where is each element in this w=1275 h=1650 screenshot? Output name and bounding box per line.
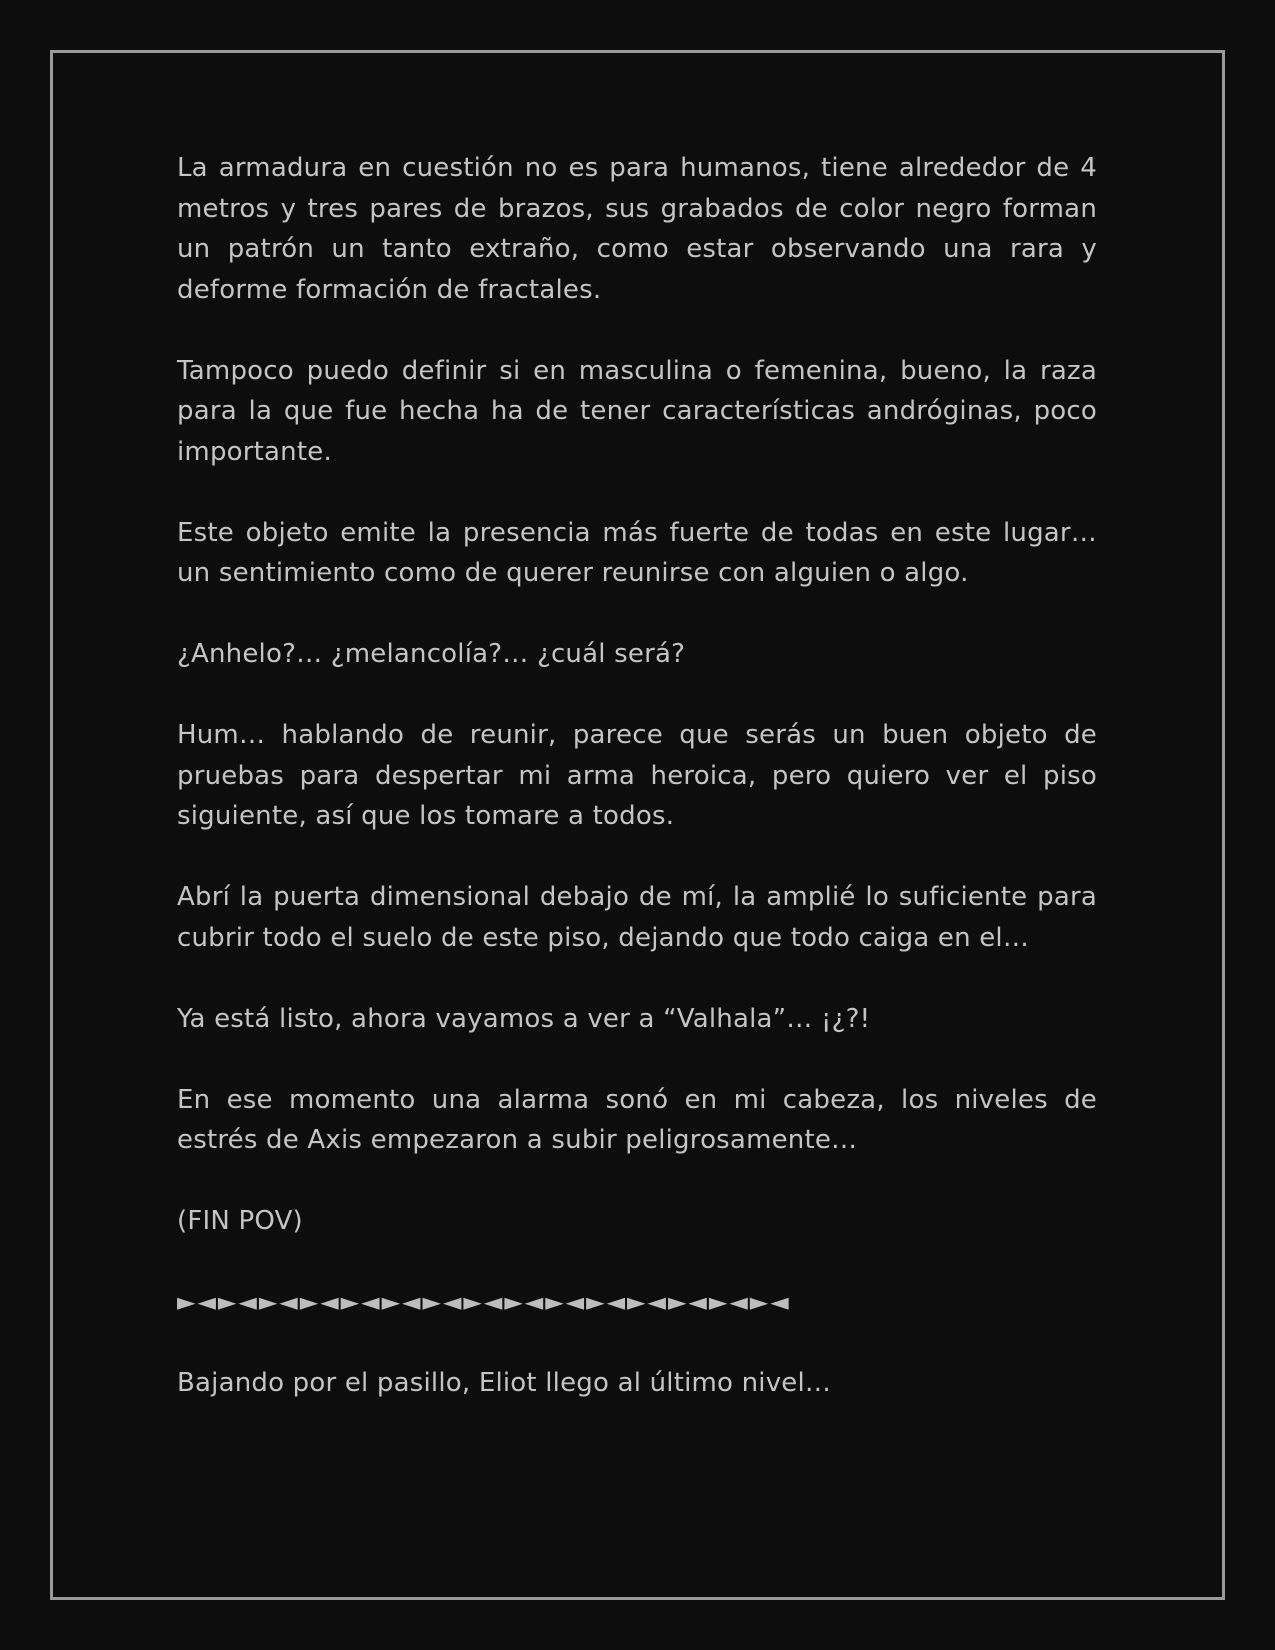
paragraph-armor-gender: Tampoco puedo definir si en masculina o femenina, bueno, la raza para la que fue hecha ha de tener características andróginas, poco importante. (177, 355, 1097, 467)
paragraph-presence: Este objeto emite la presencia más fuerte de todas en este lugar… un sentimiento como de querer reunirse con alguien o algo. (177, 517, 1097, 588)
document-body (177, 148, 1097, 1404)
paragraph-dimensional-door: Abrí la puerta dimensional debajo de mí, la amplié lo suficiente para cubrir todo el suelo de este piso, dejando que todo caiga en el… (177, 882, 1097, 953)
paragraph-closing: Bajando por el pasillo, Eliot llego al último nivel… (177, 1368, 832, 1398)
scene-divider: ►◄►◄►◄►◄►◄►◄►◄►◄►◄►◄►◄►◄►◄►◄►◄ (177, 1288, 791, 1316)
paragraph-armor-description: La armadura en cuestión no es para humanos, tiene alrededor de 4 metros y tres pares de brazos, sus grabados de color negro forman un patrón un tanto extraño, como estar observando una rara y deforme formación de fractales. (177, 153, 1097, 305)
paragraph-fin-pov: (FIN POV) (177, 1206, 303, 1236)
paragraph-valhala: Ya está listo, ahora vayamos a ver a “Valhala”… ¡¿?! (177, 1003, 871, 1034)
paragraph-alarm: En ese momento una alarma sonó en mi cabeza, los niveles de estrés de Axis empezaron a subir peligrosamente… (177, 1084, 1097, 1155)
paragraph-questions: ¿Anhelo?… ¿melancolía?… ¿cuál será? (177, 639, 686, 669)
paragraph-heroic-weapon: Hum… hablando de reunir, parece que serás un buen objeto de pruebas para despertar mi arma heroica, pero quiero ver el piso siguiente, así que los tomare a todos. (177, 720, 1097, 831)
